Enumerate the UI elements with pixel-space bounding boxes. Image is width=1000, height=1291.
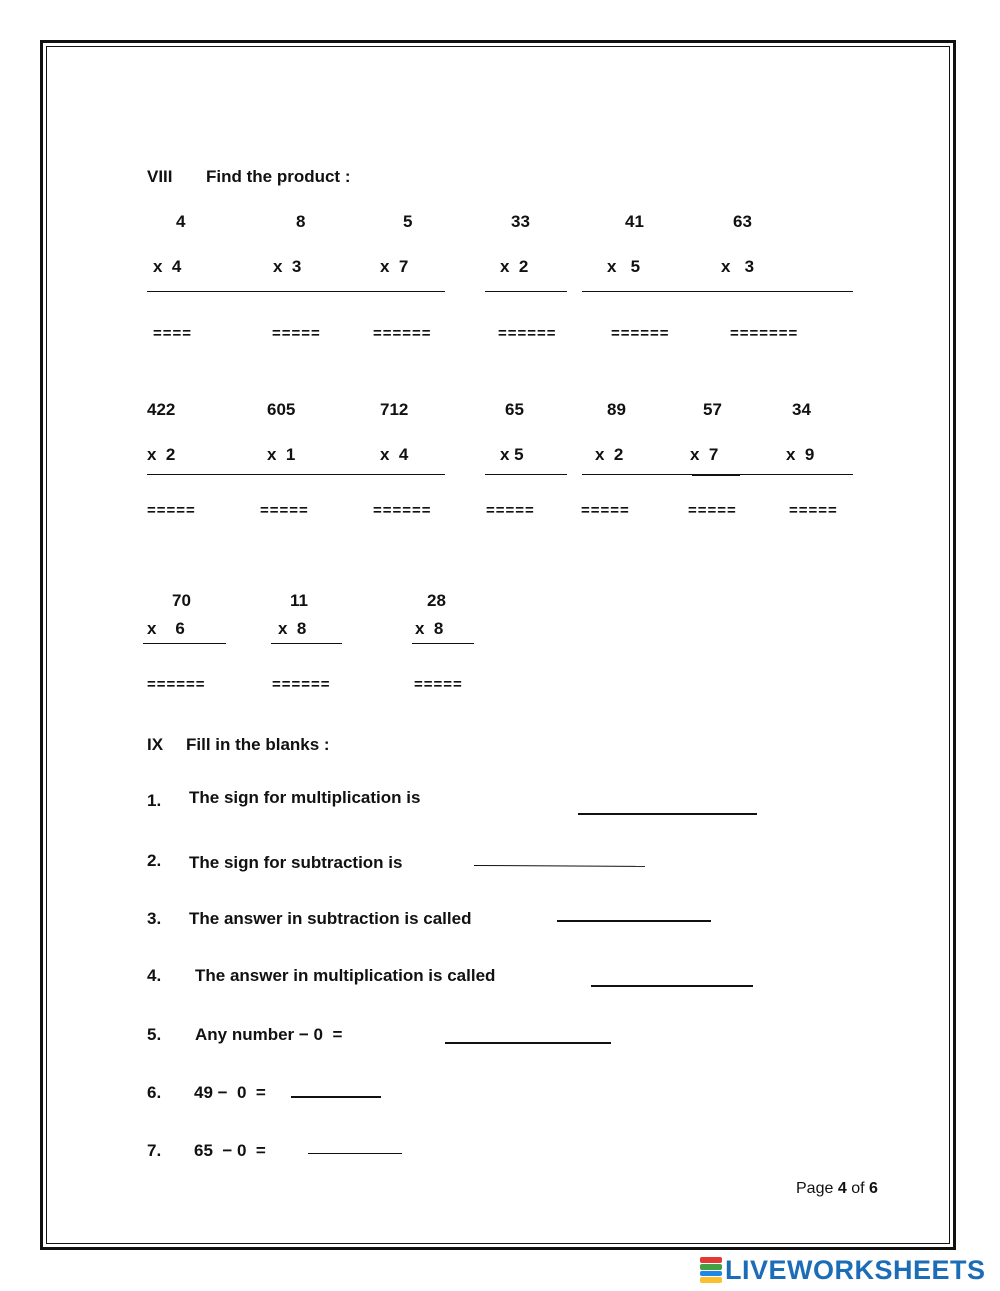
blank7-question: 65 − 0 = (194, 1141, 266, 1160)
row2-top-4: 65 (505, 400, 524, 419)
row2-mult-4: x 5 (500, 445, 524, 464)
blank5-number: 5. (147, 1025, 162, 1044)
section8-title: Find the product : (206, 167, 351, 186)
row1-eq-4: ====== (498, 325, 557, 342)
row2-mult-5: x 2 (595, 445, 624, 464)
row2-top-1: 422 (147, 400, 176, 419)
blank7-answer-line[interactable] (308, 1153, 402, 1154)
row1-top-2: 8 (296, 212, 306, 231)
blank1-question: The sign for multiplication is (189, 788, 421, 807)
section9-title: Fill in the blanks : (186, 735, 330, 754)
row3-top-1: 70 (172, 591, 191, 610)
row3-line-1 (143, 643, 226, 644)
row2-top-3: 712 (380, 400, 409, 419)
row1-mult-2: x 3 (273, 257, 302, 276)
row2-line-b (485, 474, 567, 475)
row1-line-b (485, 291, 567, 292)
block-green (700, 1264, 722, 1270)
row1-top-6: 63 (733, 212, 752, 231)
row3-mult-1: x 6 (147, 619, 185, 638)
row3-mult-3: x 8 (415, 619, 444, 638)
row2-top-6: 57 (703, 400, 722, 419)
blank3-number: 3. (147, 909, 162, 928)
row2-line-a (147, 474, 445, 475)
row3-eq-1: ====== (147, 676, 206, 693)
row2-top-5: 89 (607, 400, 626, 419)
row3-top-3: 28 (427, 591, 446, 610)
blank1-answer-line[interactable] (578, 813, 757, 815)
row2-top-7: 34 (792, 400, 811, 419)
blank4-number: 4. (147, 966, 162, 985)
block-blue (700, 1271, 722, 1277)
blank3-question: The answer in subtraction is called (189, 909, 472, 928)
page-total: 6 (868, 1180, 878, 1197)
row1-line-c (582, 291, 853, 292)
blank4-answer-line[interactable] (591, 985, 753, 987)
row2-eq-6: ===== (688, 502, 737, 519)
row1-line-a (147, 291, 445, 292)
blank4-question: The answer in multiplication is called (195, 966, 496, 985)
row3-eq-3: ===== (414, 676, 463, 693)
page-label: Page (796, 1180, 834, 1197)
block-yellow (700, 1277, 722, 1283)
blank7-number: 7. (147, 1141, 162, 1160)
row1-top-5: 41 (625, 212, 644, 231)
liveworksheets-blocks-icon (700, 1257, 722, 1283)
row1-top-3: 5 (403, 212, 413, 231)
blank1-number: 1. (147, 791, 162, 810)
row1-mult-5: x 5 (607, 257, 641, 276)
blank3-answer-line[interactable] (557, 920, 711, 922)
blank6-number: 6. (147, 1083, 162, 1102)
blank2-number: 2. (147, 851, 162, 870)
section8-numeral: VIII (147, 167, 173, 186)
row2-eq-3: ====== (373, 502, 432, 519)
blank2-question: The sign for subtraction is (189, 853, 403, 872)
blank6-answer-line[interactable] (291, 1096, 381, 1098)
block-red (700, 1257, 722, 1263)
section9-numeral: IX (147, 735, 164, 754)
row1-mult-1: x 4 (153, 257, 182, 276)
liveworksheets-logo (700, 1255, 986, 1285)
page-current: 4 (837, 1180, 847, 1197)
row3-eq-2: ====== (272, 676, 331, 693)
row2-eq-2: ===== (260, 502, 309, 519)
row2-eq-7: ===== (789, 502, 838, 519)
row3-line-3 (412, 643, 474, 644)
row1-eq-2: ===== (272, 325, 321, 342)
row2-top-2: 605 (267, 400, 296, 419)
row1-mult-4: x 2 (500, 257, 529, 276)
row1-eq-5: ====== (611, 325, 670, 342)
page-number (796, 1180, 878, 1198)
row2-line-d (692, 474, 740, 476)
blank5-answer-line[interactable] (445, 1042, 611, 1044)
row2-mult-6: x 7 (690, 445, 719, 464)
row2-mult-3: x 4 (380, 445, 409, 464)
blank6-question: 49 − 0 = (194, 1083, 266, 1102)
row3-mult-2: x 8 (278, 619, 307, 638)
row1-top-1: 4 (176, 212, 186, 231)
row1-eq-3: ====== (373, 325, 432, 342)
row1-eq-1: ==== (153, 325, 193, 342)
brand-name: LIVEWORKSHEETS (725, 1254, 986, 1285)
row2-eq-4: ===== (486, 502, 535, 519)
row2-mult-7: x 9 (786, 445, 815, 464)
row3-top-2: 11 (290, 591, 308, 610)
page-of: of (851, 1180, 865, 1197)
row2-eq-5: ===== (581, 502, 630, 519)
row2-mult-2: x 1 (267, 445, 296, 464)
row1-eq-6: ======= (730, 325, 799, 342)
row1-mult-3: x 7 (380, 257, 409, 276)
row1-top-4: 33 (511, 212, 530, 231)
row2-mult-1: x 2 (147, 445, 176, 464)
row3-line-2 (271, 643, 342, 644)
blank5-question: Any number − 0 = (195, 1025, 343, 1044)
row1-mult-6: x 3 (721, 257, 755, 276)
row2-eq-1: ===== (147, 502, 196, 519)
